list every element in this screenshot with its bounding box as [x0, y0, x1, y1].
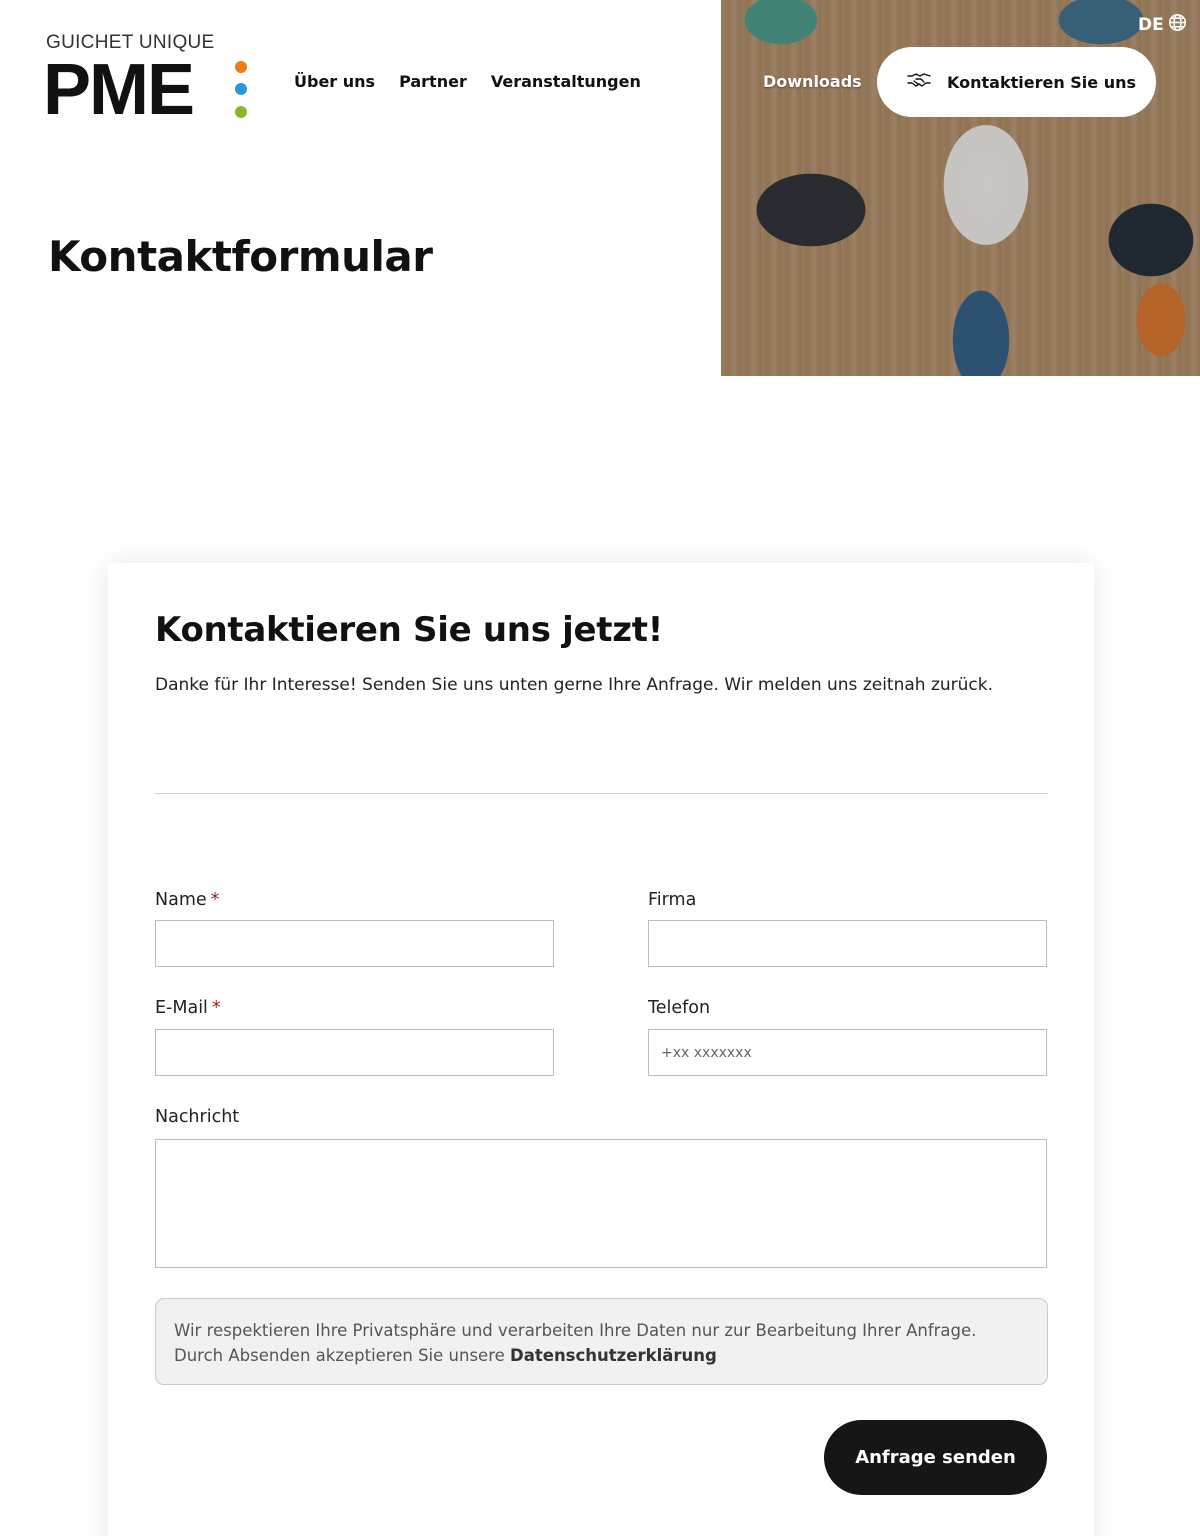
main-nav: [294, 72, 641, 91]
logo-dot-orange: [235, 61, 247, 73]
name-label: [155, 890, 219, 910]
phone-input[interactable]: [648, 1029, 1047, 1076]
company-input[interactable]: [648, 920, 1047, 967]
submit-button[interactable]: Anfrage senden: [824, 1420, 1047, 1495]
nav-item-about[interactable]: Über uns: [294, 72, 376, 91]
privacy-policy-link[interactable]: Datenschutzerklärung: [510, 1346, 717, 1365]
required-marker: *: [210, 890, 220, 910]
site-logo[interactable]: [43, 32, 256, 130]
contact-button-label: Kontaktieren Sie uns: [947, 72, 1137, 92]
logo-wordmark: PME: [43, 50, 194, 130]
nav-item-events[interactable]: Veranstaltungen: [490, 72, 641, 91]
logo-subtitle: GUICHET UNIQUE: [46, 32, 215, 53]
contact-button[interactable]: [877, 47, 1156, 117]
email-input[interactable]: [155, 1029, 554, 1076]
language-switcher[interactable]: [1138, 13, 1187, 37]
name-label-text: Name: [155, 890, 207, 910]
company-label: Firma: [648, 890, 697, 910]
nav-item-partner[interactable]: Partner: [399, 72, 467, 91]
language-label: DE: [1138, 15, 1164, 35]
required-marker: *: [211, 998, 221, 1018]
message-label: Nachricht: [155, 1107, 240, 1127]
contact-form-card: [108, 563, 1094, 1536]
privacy-notice: [155, 1298, 1048, 1385]
logo-dot-blue: [235, 83, 247, 95]
privacy-text-2: Durch Absenden akzeptieren Sie unsere: [174, 1346, 505, 1365]
globe-icon: [1168, 13, 1187, 37]
name-input[interactable]: [155, 920, 554, 967]
message-textarea[interactable]: [155, 1139, 1047, 1268]
logo-dot-green: [235, 106, 247, 118]
email-label: [155, 998, 221, 1018]
nav-item-downloads[interactable]: Downloads: [763, 72, 862, 91]
privacy-text-1: Wir respektieren Ihre Privatsphäre und verarbeiten Ihre Daten nur zur Bearbeitung Ihrer Anfrage.: [174, 1321, 977, 1340]
form-divider: [155, 793, 1048, 794]
form-intro: Danke für Ihr Interesse! Senden Sie uns unten gerne Ihre Anfrage. Wir melden uns zeitnah zurück.: [155, 675, 994, 695]
handshake-icon: [907, 72, 931, 92]
email-label-text: E-Mail: [155, 998, 208, 1018]
phone-label: Telefon: [648, 998, 711, 1018]
page-title: Kontaktformular: [48, 232, 433, 281]
form-title: Kontaktieren Sie uns jetzt!: [155, 610, 663, 650]
